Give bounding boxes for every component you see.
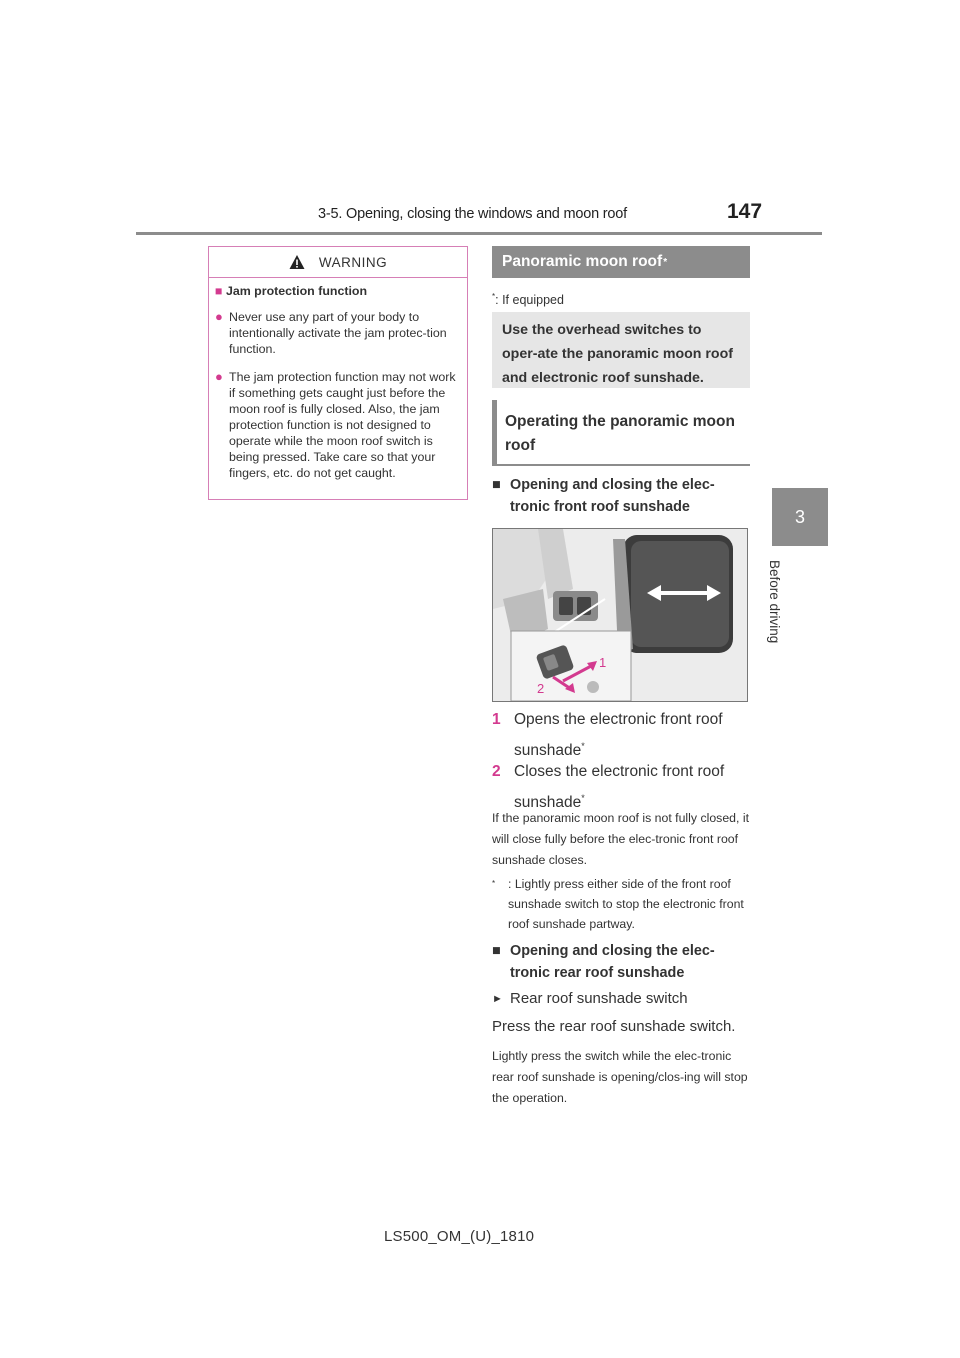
warning-box <box>208 246 468 500</box>
section-title: 3-5. Opening, closing the windows and moon roof <box>318 206 627 222</box>
bullet-icon: ● <box>215 309 223 324</box>
warning-body <box>215 281 463 481</box>
square-bullet-icon: ■ <box>215 284 223 298</box>
section2-title: ■ Opening and closing the elec-tronic rear roof sunshade <box>492 940 752 984</box>
heading-footnote-mark: * <box>663 256 668 268</box>
step-item <box>492 706 752 764</box>
step-number: 2 <box>492 763 501 780</box>
square-bullet-icon: ■ <box>492 943 501 959</box>
figure-label-2: 2 <box>537 681 545 696</box>
bullet-icon: ● <box>215 369 223 384</box>
chapter-number: 3 <box>794 506 805 527</box>
step-text: Closes the electronic front roof sunshade* <box>514 763 725 812</box>
step-text: Opens the electronic front roof sunshade* <box>514 711 723 760</box>
section1-title: ■ Opening and closing the elec-tronic front roof sunshade <box>492 474 752 518</box>
warning-item: ● Never use any part of your body to intentionally activate the jam protec-tion function. <box>215 309 447 356</box>
warning-item: ● The jam protection function may not work if something gets caught just before the moon roof is fully closed. Also, the jam protection function is not designed to operate while the moon roof switch is being pressed. Take care so that your fingers, etc. do not get caught. <box>215 369 456 480</box>
intro-box: Use the overhead switches to oper-ate the panoramic moon roof and electronic roof sunshade. <box>492 312 750 388</box>
instruction-text: Press the rear roof sunshade switch. <box>492 1018 736 1035</box>
figure-label-1: 1 <box>599 655 607 670</box>
manual-code: LS500_OM_(U)_1810 <box>384 1228 535 1245</box>
arrow-right-icon: ► <box>492 993 503 1005</box>
warning-header <box>209 247 467 278</box>
page-number: 147 <box>727 200 763 223</box>
step-number: 1 <box>492 711 501 728</box>
footnote-item: * : Lightly press either side of the front roof sunshade switch to stop the electronic front roof sunshade partway. <box>492 874 754 934</box>
note-close-fully: If the panoramic moon roof is not fully closed, it will close fully before the elec-tronic front roof sunshade closes. <box>492 811 749 867</box>
warning-title: WARNING <box>318 254 388 270</box>
footnote-if-equipped: *: If equipped <box>492 292 564 308</box>
chapter-label-text: Before driving <box>767 560 782 644</box>
header-rule <box>136 232 822 235</box>
square-bullet-icon: ■ <box>492 477 501 493</box>
subheading: Operating the panoramic moon roof <box>492 400 750 466</box>
illustration-svg <box>493 529 748 702</box>
warning-triangle-icon <box>289 254 305 270</box>
switch-item: ► Rear roof sunshade switch <box>492 990 688 1007</box>
chapter-tab <box>772 488 828 546</box>
chapter-label <box>767 560 794 680</box>
footnote-mark: * <box>492 879 496 888</box>
note-stop-operation: Lightly press the switch while the elec-tronic rear roof sunshade is opening/clos-ing will stop the operation. <box>492 1049 748 1105</box>
warning-subtitle: ■ Jam protection function <box>215 284 368 298</box>
section-heading: Panoramic moon roof * <box>492 246 750 278</box>
roof-switch-illustration <box>492 528 748 702</box>
